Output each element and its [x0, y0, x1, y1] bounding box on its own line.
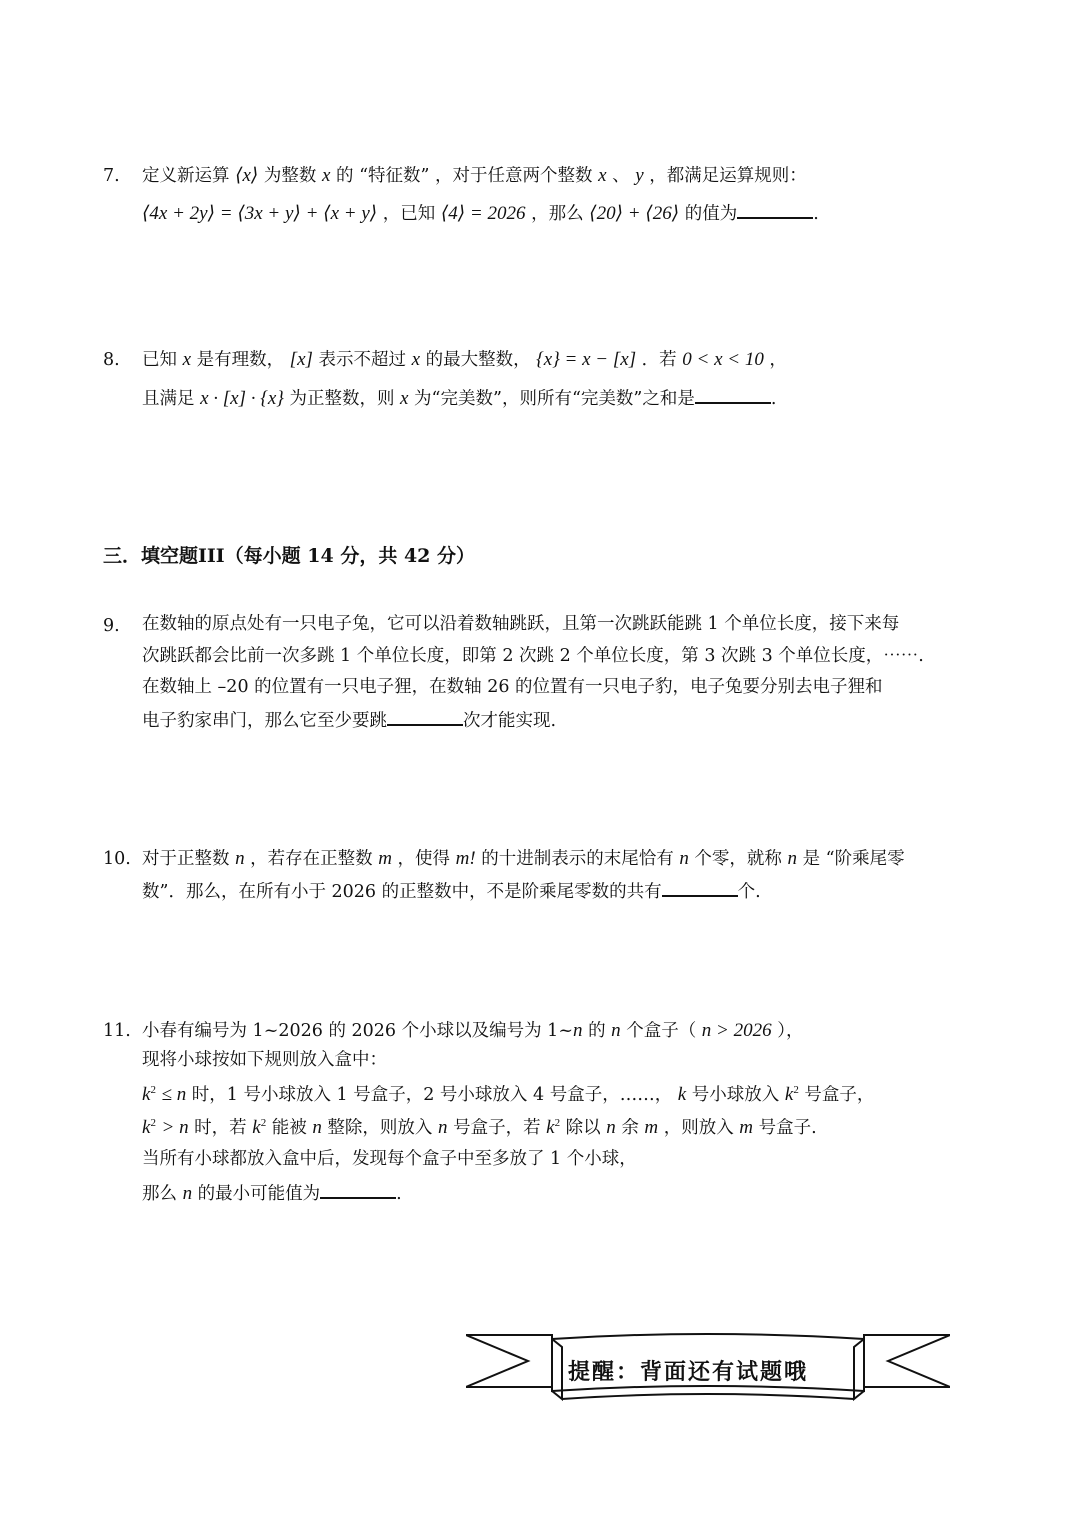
question-line: 当所有小球都放入盒中后，发现每个盒子中至多放了 1 个小球，	[142, 1149, 637, 1169]
math: k	[677, 1084, 687, 1105]
answer-blank[interactable]	[662, 881, 738, 897]
text: 已知	[142, 350, 177, 370]
math: ⟨x⟩	[235, 165, 259, 186]
text: 是 “阶乘尾零	[802, 849, 905, 869]
question-line	[142, 849, 905, 869]
text: .	[813, 204, 819, 224]
question-number: 9.	[103, 616, 120, 636]
text: 时，若	[194, 1118, 247, 1138]
answer-blank[interactable]	[387, 710, 463, 726]
math: n	[611, 1020, 621, 1041]
math: 0 < x < 10	[682, 349, 764, 370]
text: 的值为	[684, 204, 738, 224]
section-heading: 三．填空题III（每小题 14 分，共 42 分）	[103, 545, 476, 567]
text: 的十进制表示的末尾恰有	[481, 849, 674, 869]
math: k	[142, 1084, 151, 1105]
math: k	[142, 1117, 151, 1138]
text: ，则放入	[663, 1118, 734, 1138]
text: 为“完美数”，则所有“完美数”之和是	[414, 389, 695, 409]
math-superscript: 2	[260, 1117, 267, 1130]
reminder-text: 提醒：背面还有试题哦	[568, 1359, 809, 1385]
math: x	[400, 388, 409, 409]
math: ⟨4x + 2y⟩ = ⟨3x + y⟩ + ⟨x + y⟩	[142, 203, 378, 224]
text: ．若	[641, 350, 677, 370]
math: ⟨4⟩ = 2026	[440, 203, 526, 224]
text: 号盒子，	[804, 1085, 875, 1105]
math: n	[182, 1183, 193, 1204]
text: .	[396, 1184, 402, 1204]
math: {x} = x − [x]	[536, 349, 637, 370]
text: 、	[612, 166, 630, 186]
math-superscript: 2	[150, 1117, 156, 1130]
text: ），	[777, 1021, 804, 1041]
math: n	[438, 1117, 448, 1138]
math: ⟨20⟩ + ⟨26⟩	[589, 203, 680, 224]
text: ，都满足运算规则：	[649, 166, 807, 186]
math-superscript: 2	[150, 1084, 156, 1097]
math: n	[235, 848, 245, 869]
text: 个盒子（	[626, 1021, 697, 1041]
text: 号盒子.	[758, 1118, 817, 1138]
question-line: 在数轴的原点处有一只电子兔，它可以沿着数轴跳跃，且第一次跳跃能跳 1 个单位长度，接下来每	[142, 614, 900, 634]
text: 号盒子，若	[453, 1118, 541, 1138]
question-line: 在数轴上 –20 的位置有一只电子狸，在数轴 26 的位置有一只电子豹，电子兔要分别去电子狸和	[142, 677, 883, 697]
text: 整除，则放入	[327, 1118, 433, 1138]
text: 时，1 号小球放入 1 号盒子，2 号小球放入 4 号盒子，……，	[191, 1085, 673, 1105]
text: 除以	[565, 1118, 601, 1138]
math-superscript: 2	[554, 1117, 561, 1130]
question-line	[142, 388, 776, 409]
math: x · [x] · {x}	[200, 388, 284, 409]
question-line	[142, 1118, 817, 1138]
ribbon-bottom-edge	[562, 1394, 854, 1399]
math: [x]	[289, 349, 313, 370]
question-number: 10.	[103, 849, 131, 869]
question-line	[142, 203, 819, 224]
question-number: 8.	[103, 350, 120, 370]
text: 对于正整数	[142, 849, 230, 869]
question-line	[142, 710, 556, 731]
math: > n	[161, 1117, 189, 1138]
text: 为整数	[263, 166, 317, 186]
math: m	[644, 1117, 659, 1138]
text: ，	[769, 350, 787, 370]
text: 小春有编号为 1~2026 的 2026 个小球以及编号为 1~	[142, 1021, 573, 1041]
math: x	[322, 165, 331, 186]
text: ，那么	[531, 204, 584, 224]
text: 且满足	[142, 389, 195, 409]
question-line	[142, 881, 761, 902]
text: 的最大整数，	[425, 350, 531, 370]
text: 能被	[271, 1118, 307, 1138]
text: .	[770, 389, 777, 409]
text: 表示不超过	[318, 350, 406, 370]
math: x	[411, 349, 420, 370]
text: 次才能实现.	[463, 711, 557, 731]
math: m	[739, 1117, 754, 1138]
question-line: 次跳跃都会比前一次多跳 1 个单位长度，即第 2 次跳 2 个单位长度，第 3 次跳 3 个单位长度，⋯⋯.	[142, 646, 924, 666]
math: x	[598, 165, 607, 186]
answer-blank[interactable]	[737, 203, 813, 219]
ribbon-left-tail	[466, 1335, 552, 1387]
math: k	[546, 1117, 555, 1138]
answer-blank[interactable]	[320, 1183, 396, 1199]
text: 的 “特征数” ，对于任意两个整数	[336, 166, 593, 186]
math: k	[252, 1117, 261, 1138]
text: 那么	[142, 1184, 177, 1204]
question-line: 现将小球按如下规则放入盒中：	[142, 1050, 387, 1070]
question-line	[142, 166, 807, 186]
math: m!	[455, 848, 476, 869]
math: n	[787, 848, 797, 869]
answer-blank[interactable]	[695, 388, 771, 404]
math: n	[606, 1117, 616, 1138]
question-number: 11.	[103, 1021, 131, 1041]
text: 是有理数，	[196, 350, 285, 370]
question-line	[142, 350, 787, 370]
question-line	[142, 1021, 803, 1041]
text: 数”．那么，在所有小于 2026 的正整数中，不是阶乘尾零数的共有	[142, 882, 662, 902]
math: n	[312, 1117, 322, 1138]
math: x	[182, 349, 192, 370]
math: n > 2026	[701, 1020, 772, 1041]
text: 个.	[737, 882, 761, 902]
text: 号小球放入	[691, 1085, 780, 1105]
math: n	[572, 1020, 583, 1041]
math: n	[679, 848, 689, 869]
math: ≤ n	[161, 1084, 187, 1105]
question-number: 7.	[103, 166, 120, 186]
text: ，已知	[382, 204, 436, 224]
text: 的	[588, 1021, 606, 1041]
text: 个零，就称	[694, 849, 782, 869]
math: y	[635, 165, 644, 186]
text: ，若存在正整数	[250, 849, 373, 869]
text: 为正整数，则	[289, 389, 395, 409]
text: 电子豹家串门，那么它至少要跳	[142, 711, 387, 731]
math: m	[378, 848, 392, 869]
math: k	[784, 1084, 794, 1105]
text: 定义新运算	[142, 166, 230, 186]
math-superscript: 2	[793, 1084, 799, 1097]
question-line	[142, 1183, 402, 1204]
text: 的最小可能值为	[197, 1184, 321, 1204]
question-line	[142, 1085, 874, 1105]
text: 余	[621, 1118, 639, 1138]
text: ，使得	[397, 849, 451, 869]
ribbon-right-tail	[864, 1335, 950, 1387]
